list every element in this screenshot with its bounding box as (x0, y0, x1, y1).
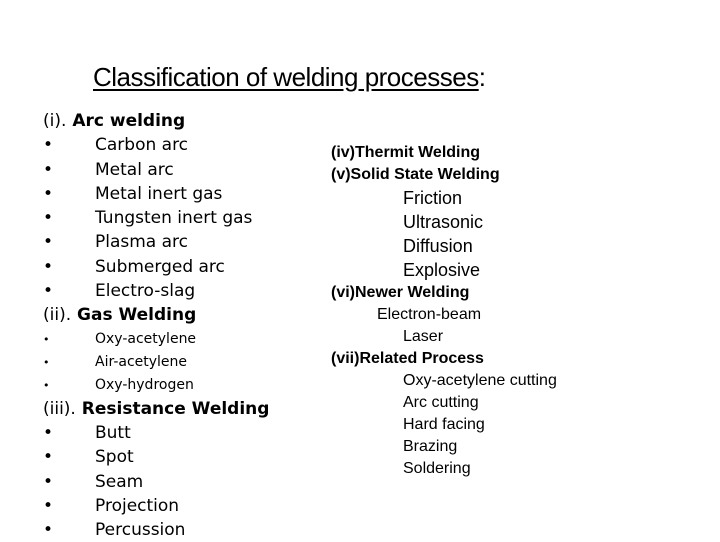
list-item (43, 445, 269, 469)
thermit-welding-heading: (iv)Thermit Welding (331, 144, 481, 161)
list-item (43, 421, 269, 445)
bullet: • (43, 422, 54, 443)
newer-welding-heading: (vi)Newer Welding (331, 284, 470, 301)
bullet: • (43, 378, 50, 392)
list-item (43, 182, 269, 206)
list-item: Ultrasonic (403, 212, 484, 232)
resistance-welding-heading (43, 397, 269, 421)
list-item (43, 230, 269, 254)
left-column (43, 109, 269, 542)
bullet: • (43, 520, 54, 541)
list-item-label: Spot (95, 447, 134, 468)
bullet: • (43, 208, 54, 229)
solid-state-welding-heading: (v)Solid State Welding (331, 166, 500, 183)
right-column (331, 142, 557, 480)
list-item-label: Seam (95, 471, 144, 492)
list-item (43, 255, 269, 279)
list-item-label: Plasma arc (95, 232, 189, 253)
list-item: Friction (403, 188, 463, 208)
bullet: • (43, 232, 54, 253)
slide-title (93, 62, 485, 93)
list-item (43, 328, 269, 351)
list-item (43, 279, 269, 303)
bullet: • (43, 256, 54, 277)
list-item-label: Electro-slag (95, 281, 196, 302)
gas-welding-title: Gas Welding (77, 305, 197, 326)
bullet: • (43, 471, 54, 492)
list-item (43, 374, 269, 397)
bullet: • (43, 332, 50, 346)
list-item: Brazing (403, 438, 458, 455)
gas-welding-number: (ii). (43, 305, 72, 326)
gas-welding-heading (43, 303, 269, 327)
list-item (43, 133, 269, 157)
related-process-heading: (vii)Related Process (331, 350, 484, 367)
list-item-label: Tungsten inert gas (95, 208, 253, 229)
list-item (43, 206, 269, 230)
list-item-label: Submerged arc (95, 256, 225, 277)
list-item: Laser (403, 328, 444, 345)
list-item (43, 494, 269, 518)
resistance-welding-number: (iii). (43, 398, 76, 419)
arc-welding-heading (43, 109, 269, 133)
bullet: • (43, 447, 54, 468)
list-item-label: Metal arc (95, 159, 174, 180)
list-item-label: Percussion (95, 520, 186, 541)
list-item-label: Metal inert gas (95, 183, 223, 204)
slide-title-colon: : (478, 62, 486, 92)
list-item: Diffusion (403, 236, 473, 256)
bullet: • (43, 135, 54, 156)
list-item (43, 158, 269, 182)
list-item: Electron-beam (377, 306, 482, 323)
list-item: Explosive (403, 260, 481, 280)
list-item: Arc cutting (403, 394, 479, 411)
bullet: • (43, 183, 54, 204)
list-item (43, 351, 269, 374)
list-item-label: Carbon arc (95, 135, 189, 156)
list-item-label: Projection (95, 495, 180, 516)
list-item: Soldering (403, 460, 471, 477)
arc-welding-title: Arc welding (72, 111, 186, 131)
slide-title-text: Classification of welding processes (93, 62, 479, 92)
list-item: Hard facing (403, 416, 485, 433)
resistance-welding-title: Resistance Welding (81, 398, 270, 419)
bullet: • (43, 355, 50, 369)
bullet: • (43, 281, 54, 302)
list-item: Oxy-acetylene cutting (403, 372, 557, 389)
list-item (43, 470, 269, 494)
bullet: • (43, 159, 54, 180)
arc-welding-number: (i). (43, 111, 67, 131)
list-item-label: Butt (95, 422, 131, 443)
list-item-label: Oxy-acetylene (95, 330, 197, 347)
bullet: • (43, 495, 54, 516)
list-item-label: Oxy-hydrogen (95, 376, 194, 393)
list-item-label: Air-acetylene (95, 353, 188, 370)
list-item (43, 518, 269, 542)
